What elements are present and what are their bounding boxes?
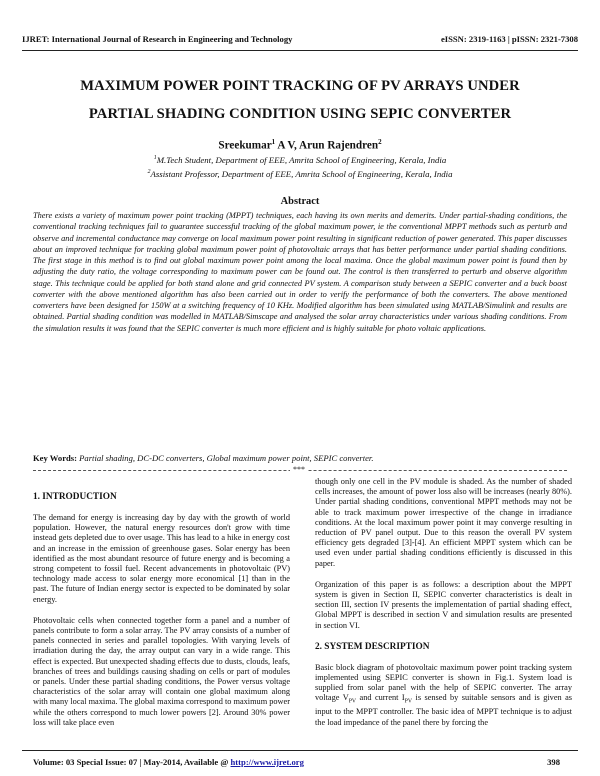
intro-paragraph-4: Organization of this paper is as follows: a description about the MPPT system is given in Section II, SEPIC converter characteristics is dealt in section III, section IV presents the implementation of partial shading effect, Global MPPT is described in section V and simulation results are presented in section VI. [315, 579, 572, 630]
issn-text: eISSN: 2319-1163 | pISSN: 2321-7308 [440, 34, 578, 44]
header-rule [22, 50, 578, 51]
intro-paragraph-1: The demand for energy is increasing day by day with the growth of world population. However, the natural energy resources don't grow with time instead gets depleted due to over usage. This has lead to a hike in energy cost and an increase in the emission of greenhouse gases. Solar energy has been identified as the most abundant resource of future energy and is becoming a strong competent to fossil fuel. Recent advancements in photovoltaic (PV) technology made access to solar energy more economical [1] than in the past. The future of Indian energy sector is expected to be dominated by solar energy. [33, 513, 290, 604]
keywords-label: Key Words: [33, 453, 78, 463]
paper-title [30, 72, 570, 128]
footer-rule [22, 750, 578, 751]
author-1-rest: A V, [275, 139, 300, 152]
journal-url-link[interactable]: http://www.ijret.org [230, 757, 304, 767]
affiliation-2-sup: 2 [147, 169, 151, 176]
author-1-name: Sreekumar [218, 139, 272, 152]
sys-text-b: and current I [356, 693, 405, 703]
author-2-name: Arun Rajendren [299, 139, 379, 152]
left-column [33, 487, 290, 739]
intro-paragraph-3: though only one cell in the PV module is shaded. As the number of shaded cells increases, the amount of power loss also will be increases (nearly 80%). Under partial shading conditions, conventional MPPT methods may not be able to track maximum power irrespective of the change in irradiance conditions. At the local maximum power point it may converge resulting in reduction of PV panel output. Due to this reason the overall PV system efficiency gets degraded [3]-[4]. An efficient MPPT system which can be used even under partial shading conditions efficiently is discussed in this paper. [315, 477, 572, 568]
affiliation-1 [0, 155, 600, 165]
system-description-heading: 2. SYSTEM DESCRIPTION [315, 641, 430, 652]
journal-name: IJRET: International Journal of Research in Engineering and Technology [22, 34, 293, 44]
running-footer [33, 757, 560, 767]
sys-sub-ipv: PV [404, 699, 413, 706]
affiliation-1-sup: 1 [153, 155, 157, 162]
author-line [0, 138, 600, 152]
affiliation-1-text: M.Tech Student, Department of EEE, Amrita School of Engineering, Kerala, India [156, 155, 447, 165]
abstract-heading: Abstract [280, 196, 320, 207]
author-2-sup: 2 [378, 138, 382, 146]
running-header [22, 34, 578, 48]
right-column [315, 477, 572, 739]
footer-volume: Volume: 03 Special Issue: 07 | May-2014, Available @ [33, 757, 231, 767]
keywords-value: Partial shading, DC-DC converters, Global maximum power point, SEPIC converter. [77, 453, 374, 463]
separator-stars: *** [290, 465, 308, 474]
sys-sub-vpv: PV [348, 699, 357, 706]
sys-text-a: Basic block diagram of photovoltaic maximum power point tracking system implemented using SEPIC converter is shown in Fig.1. System load is supplied from solar panel with the help of SEPIC converter. The array voltage V [315, 662, 572, 703]
sys-text-c: is sensed by suitable sensors and is given as input to the MPPT controller. The basic idea of MPPT technique is to adjust the load impedance of the panel there by forcing the [315, 693, 572, 727]
affiliation-2 [0, 169, 600, 179]
title-line-1: MAXIMUM POWER POINT TRACKING OF PV ARRAYS UNDER [80, 78, 520, 94]
system-description-paragraph [315, 663, 572, 728]
author-1-sup: 1 [271, 138, 276, 146]
keywords [33, 453, 567, 463]
title-line-2: PARTIAL SHADING CONDITION USING SEPIC CONVERTER [88, 106, 512, 122]
abstract-text: There exists a variety of maximum power point tracking (MPPT) techniques, each having its own merits and demerits. Under partial-shading conditions, the conventional tracking techniques fail to guarantee successful tracking of the global maximum power, ie the conventional MPPT methods such as perturb and observe and incremental conductance may converge on local maximum power point resulting in significant reduction of power generated. This paper discusses about an improved technique for tracking global maximum power point of photovoltaic arrays that has better performance under partial shading conditions. The first stage in this method is to find out global maximum power point among the local maxima. Once the global maximum power point is found then by adjusting the duty ratio, the voltage corresponding to maximum power can be found out. The control is then transferred to perturb and observe algorithm stage. This technique could be applied for both stand alone and grid connected PV system. A comparison study between a SEPIC converter and a buck boost converter with the above mentioned algorithm has also been carried out in order to verify the performance of both the converters. The above mentioned converters have been designed for 150W at a switching frequency of 10 KHz. Modified algorithm has been simulated using MATLAB/Simulink and results are obtained. Partial shading condition was modelled in MATLAB/Simscape and analysed the solar array characteristics under various shading conditions. From the simulation results it was found that the SEPIC converter is much more efficient and is highly suitable for photo voltaic applications. [33, 211, 567, 333]
affiliation-2-text: Assistant Professor, Department of EEE, Amrita School of Engineering, Kerala, India [150, 169, 453, 179]
intro-heading: 1. INTRODUCTION [33, 492, 117, 502]
page-number: 398 [547, 757, 560, 767]
intro-paragraph-2: Photovoltaic cells when connected together form a panel and a number of panels contribute to form a solar array. The PV array consists of a number of panels connected in series and parallel topologies. With varying levels of irradiation during the day, the array output can vary in a wide range. This effect is expected. But unexpected shading effects due to dusts, clouds, leafs, branches of trees and buildings causing shading on cells or part of modules or panels. Under these partial shading conditions, the Power versus voltage characteristics of the solar array will contain one global maximum along with many local maxima. The global maxima correspond to maximum power while the others correspond to much lower powers [2]. Around 30% power loss will take place even [33, 615, 290, 727]
